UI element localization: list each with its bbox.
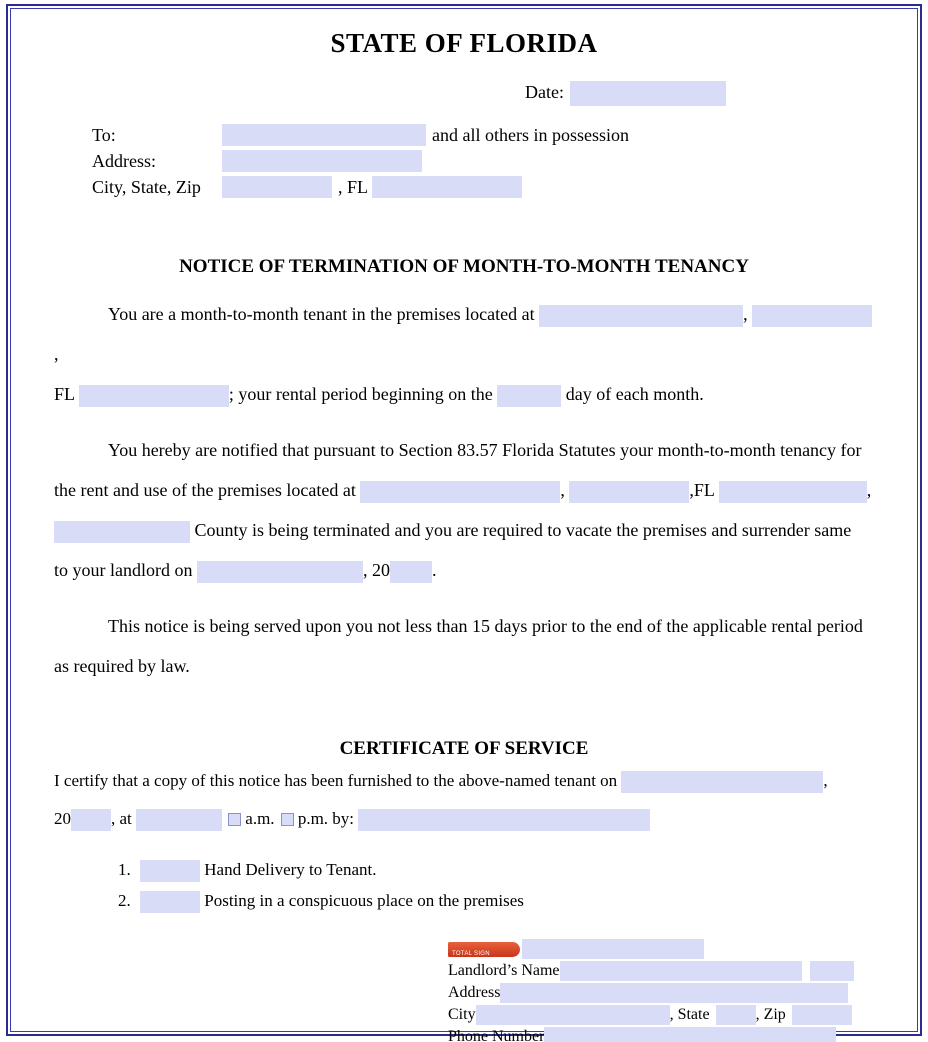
p1-text-4: day of each month. (565, 384, 704, 404)
landlord-state-input[interactable] (716, 1005, 756, 1025)
paragraph-three (54, 606, 874, 686)
p2-city-input[interactable] (569, 481, 689, 503)
p2-state-text: ,FL (689, 480, 715, 500)
landlord-address-label: Address (448, 984, 501, 1001)
p1-text-3: ; your rental period beginning on the (228, 384, 493, 404)
p1-day-input[interactable] (497, 385, 561, 407)
to-suffix-text: and all others in possession (432, 125, 629, 145)
cert-by-label: by: (332, 809, 355, 828)
p2-year-input[interactable] (390, 561, 432, 583)
signature-stamp-icon (448, 942, 520, 957)
cert-comma-1: , (823, 771, 828, 790)
p1-city-input[interactable] (752, 305, 872, 327)
am-checkbox[interactable] (228, 813, 241, 826)
p2-vacate-date-input[interactable] (197, 561, 363, 583)
cert-time-input[interactable] (136, 809, 222, 831)
landlord-city-line (448, 1004, 874, 1026)
state-text: , FL (338, 177, 369, 197)
am-label: a.m. (245, 809, 275, 828)
list-item-index: 2. (118, 891, 131, 910)
date-input[interactable] (570, 81, 726, 106)
address-label: Address: (92, 151, 156, 171)
pm-label: p.m. (297, 809, 329, 828)
page-title: STATE OF FLORIDA (330, 28, 598, 58)
list-item (118, 854, 874, 885)
p2-zip-input[interactable] (719, 481, 867, 503)
hand-delivery-label: Hand Delivery to Tenant. (204, 860, 377, 879)
landlord-name-extra-input[interactable] (810, 961, 854, 981)
signature-stamp-text: TOTAL SIGN (452, 950, 490, 957)
to-line (92, 122, 874, 148)
posting-input[interactable] (140, 891, 200, 913)
p1-text-1: You are a month-to-month tenant in the premises located at (108, 304, 535, 324)
paragraph-two (54, 430, 874, 590)
notice-heading: NOTICE OF TERMINATION OF MONTH-TO-MONTH TENANCY (179, 256, 749, 277)
to-input[interactable] (222, 124, 426, 146)
p2-text-1: You hereby are notified that pursuant to Section 83.57 Florida Statutes your month-to-month tenancy for (108, 440, 862, 460)
landlord-phone-line (448, 1026, 874, 1042)
signature-input[interactable] (522, 939, 704, 959)
cert-year-prefix: 20 (54, 809, 71, 828)
p2-year-prefix: , 20 (362, 560, 390, 580)
address-input[interactable] (222, 150, 422, 172)
certificate-heading: CERTIFICATE OF SERVICE (339, 738, 589, 759)
list-item (118, 885, 874, 916)
landlord-phone-input[interactable] (544, 1027, 836, 1042)
p1-state-text: FL (54, 384, 75, 404)
p2-comma-2: , (866, 480, 872, 500)
recipient-block (54, 122, 874, 200)
pm-checkbox[interactable] (281, 813, 294, 826)
city-state-zip-line (92, 174, 874, 200)
p1-comma-1: , (743, 304, 748, 324)
p2-comma-1: , (560, 480, 565, 500)
landlord-city-input[interactable] (476, 1005, 670, 1025)
list-item-index: 1. (118, 860, 131, 879)
landlord-state-label: , State (669, 1006, 710, 1023)
date-label: Date: (525, 81, 564, 102)
landlord-zip-input[interactable] (792, 1005, 852, 1025)
p2-text-4: to your landlord on (54, 560, 193, 580)
cert-served-date-input[interactable] (621, 771, 823, 793)
p1-zip-input[interactable] (79, 385, 229, 407)
to-label: To: (92, 125, 116, 145)
certificate-body (54, 762, 874, 838)
p2-text-2: the rent and use of the premises located at (54, 480, 356, 500)
date-row (54, 81, 874, 106)
landlord-name-label: Landlord’s Name (448, 962, 560, 979)
paragraph-one (54, 294, 874, 414)
cert-at-text: , at (111, 809, 132, 828)
document-content (16, 14, 912, 1042)
p1-comma-2: , (54, 344, 59, 364)
zip-input[interactable] (372, 176, 522, 198)
city-state-zip-label: City, State, Zip (92, 177, 201, 197)
landlord-address-line (448, 982, 874, 1004)
p1-premises-address-input[interactable] (539, 305, 743, 327)
p2-county-input[interactable] (54, 521, 190, 543)
p3-text-1: This notice is being served upon you not less than 15 days prior to the end of the applicable rental period (108, 616, 863, 636)
service-method-list (54, 854, 874, 916)
cert-text-1: I certify that a copy of this notice has been furnished to the above-named tenant on (54, 771, 618, 790)
landlord-name-line (448, 960, 874, 982)
landlord-zip-label: , Zip (755, 1006, 786, 1023)
p2-premises-address-input[interactable] (360, 481, 560, 503)
cert-by-input[interactable] (358, 809, 650, 831)
landlord-address-input[interactable] (500, 983, 848, 1003)
signature-block (54, 938, 874, 1042)
hand-delivery-input[interactable] (140, 860, 200, 882)
posting-label: Posting in a conspicuous place on the premises (204, 891, 524, 910)
p2-text-3: County is being terminated and you are required to vacate the premises and surrender same (194, 520, 852, 540)
p2-period: . (431, 560, 437, 580)
cert-year-input[interactable] (71, 809, 111, 831)
landlord-phone-label: Phone Number (448, 1028, 545, 1042)
address-line (92, 148, 874, 174)
signature-line (448, 938, 874, 960)
landlord-name-input[interactable] (560, 961, 802, 981)
p3-text-2: as required by law. (54, 656, 190, 676)
city-input[interactable] (222, 176, 332, 198)
landlord-city-label: City (448, 1006, 476, 1023)
